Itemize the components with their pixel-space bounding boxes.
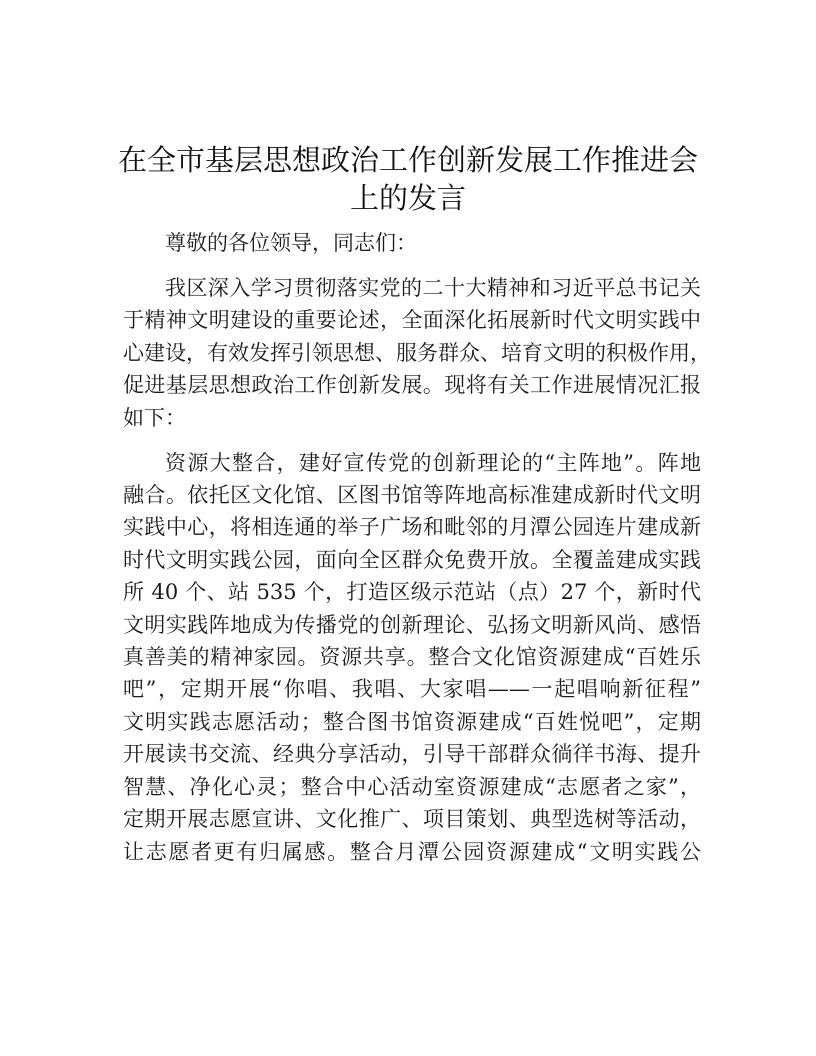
paragraph-line: 定期开展志愿宣讲、文化推广、项目策划、典型选树等活动， — [123, 807, 701, 832]
paragraph-line: 所 40 个、站 535 个，打造区级示范站（点）27 个，新时代 — [123, 580, 701, 605]
paragraph-line: 于精神文明建设的重要论述，全面深化拓展新时代文明实践中 — [123, 308, 701, 333]
paragraph-line: 让志愿者更有归属感。整合月潭公园资源建成“文明实践公 — [123, 839, 701, 864]
title-line: 在全市基层思想政治工作创新发展工作推进会 — [117, 143, 698, 177]
paragraph-line: 文明实践志愿活动；整合图书馆资源建成“百姓悦吧”，定期 — [123, 709, 701, 734]
paragraph-line: 我区深入学习贯彻落实党的二十大精神和习近平总书记关 — [165, 276, 701, 300]
paragraph-line: 文明实践阵地成为传播党的创新理论、弘扬文明新风尚、感悟 — [123, 612, 701, 637]
paragraph-line: 真善美的精神家园。资源共享。整合文化馆资源建成“百姓乐 — [123, 645, 701, 670]
paragraph-line: 资源大整合，建好宣传党的创新理论的“主阵地”。阵地 — [165, 450, 701, 475]
paragraph-line: 尊敬的各位领导，同志们： — [165, 231, 417, 255]
paragraph-line: 促进基层思想政治工作创新发展。现将有关工作进展情况汇报 — [123, 373, 701, 398]
document-title — [100, 141, 716, 217]
paragraph-line: 融合。依托区文化馆、区图书馆等阵地高标准建成新时代文明 — [123, 483, 701, 508]
paragraph-line: 实践中心，将相连通的举子广场和毗邻的月潭公园连片建成新 — [123, 515, 701, 540]
title-line: 上的发言 — [349, 181, 466, 215]
paragraph-line: 如下： — [123, 405, 186, 430]
body-paragraph — [123, 272, 711, 434]
paragraph-line: 时代文明实践公园，面向全区群众免费开放。全覆盖建成实践 — [123, 547, 701, 572]
document-body — [123, 227, 711, 881]
paragraph-line: 心建设，有效发挥引领思想、服务群众、培育文明的积极作用， — [123, 340, 711, 365]
paragraph-line: 智慧、净化心灵；整合中心活动室资源建成“志愿者之家”， — [123, 774, 701, 799]
salutation-paragraph — [123, 227, 701, 259]
paragraph-line: 开展读书交流、经典分享活动，引导干部群众徜徉书海、提升 — [123, 742, 701, 767]
body-paragraph — [123, 447, 701, 868]
paragraph-line: 吧”，定期开展“你唱、我唱、大家唱——一起唱响新征程” — [123, 677, 701, 702]
